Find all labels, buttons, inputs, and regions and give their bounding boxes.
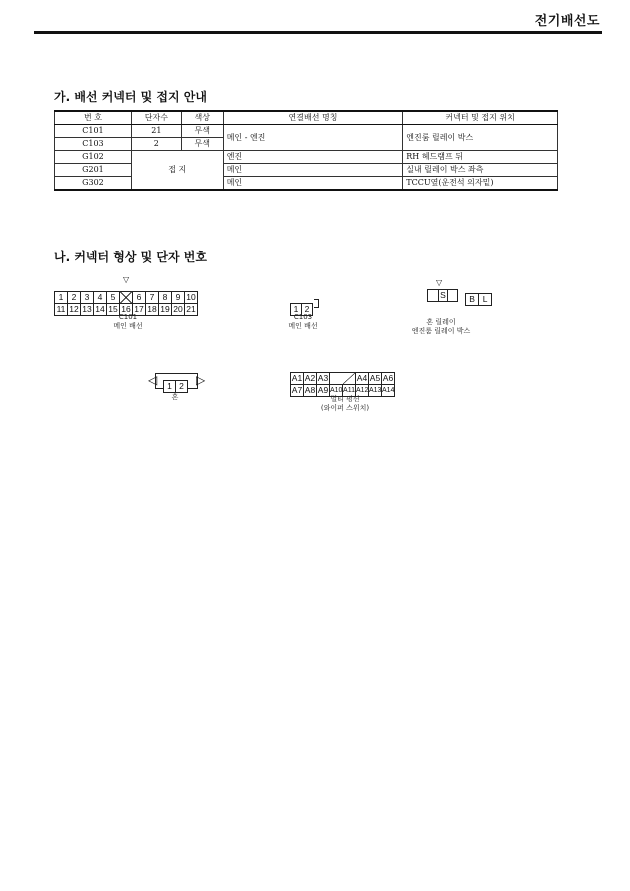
pin: A12 [356,385,369,397]
pin: A2 [304,373,316,383]
pin: 20 [172,304,185,316]
table-row [55,177,558,191]
page-header-title: 전기배선도 [534,14,600,29]
horn-relay-caption [395,318,487,336]
column-header: 단자수 [131,111,181,125]
pin: 21 [185,304,198,316]
connector-location: 엔진룸 릴레이 박스 [403,125,558,151]
lock-tab-icon [314,299,319,308]
ground-id: G302 [55,177,132,191]
harness-name: 메인 [223,177,403,191]
lock-tab-icon [343,373,356,385]
pin: B [466,294,479,306]
component-label: 혼 릴레이 [426,318,456,326]
connector-id: C101 [55,125,132,138]
pin: 6 [133,292,146,304]
pin: S [438,290,448,302]
pin: 11 [55,304,68,316]
column-header: 색상 [181,111,223,125]
connector-id: C103 [55,138,132,151]
lock-tab-icon: ▽ [123,275,130,284]
pin: 4 [94,292,107,304]
harness-name: 메인 [223,164,403,177]
lock-tab-icon: ▽ [436,278,443,287]
horn-housing [155,373,198,389]
pin: 5 [107,292,120,304]
table-header-row [55,111,558,125]
pin: A11 [343,385,356,397]
pin: 10 [185,292,198,304]
connector-c101-caption [96,313,160,331]
pin: 13 [81,304,94,316]
pin: 7 [146,292,159,304]
table-row [55,164,558,177]
pin: 1 [164,381,176,393]
ground-location: TCCU옆(운전석 의자밑) [403,177,558,191]
header-rule [34,31,602,34]
ground-location: RH 헤드램프 뒤 [403,151,558,164]
pin: A3 [317,373,329,383]
harness-name: 엔진 [223,151,403,164]
ground-id: G102 [55,151,132,164]
pin: 14 [94,304,107,316]
column-header: 커넥터 및 접지 위치 [403,111,558,125]
horn-caption: 혼 [171,393,179,401]
connector-color: 무색 [181,125,223,138]
pin: 2 [302,304,313,316]
connector-ground-table [54,110,558,191]
pin: A5 [369,373,381,383]
connector-horn-relay [427,287,492,306]
ground-label: 접 지 [131,151,223,191]
table-row [55,125,558,138]
pin: A7 [291,385,303,395]
pin: L [479,294,492,306]
component-label: 멀티 펑션 [330,395,360,403]
harness-label: 메인 배선 [113,322,143,330]
column-header: 번 호 [55,111,132,125]
ground-id: G201 [55,164,132,177]
connector-id-label: C103 [293,313,313,321]
section-title-connector-guide: 가. 배선 커넥터 및 접지 안내 [54,90,207,104]
pin: 19 [159,304,172,316]
pin: 2 [68,292,81,304]
pin: 12 [68,304,81,316]
location-label: 엔진룸 릴레이 박스 [411,327,471,335]
pin: 9 [172,292,185,304]
pin: 18 [146,304,159,316]
pin: 1 [291,304,302,316]
connector-id-label: C101 [118,313,138,321]
left-arrow-tab-icon: ◁ [148,373,158,387]
right-arrow-tab-icon: ▷ [196,373,206,387]
pin: A4 [356,373,368,383]
pin: 2 [176,381,188,393]
multi-switch-caption [300,395,390,413]
pin: A14 [382,385,395,397]
pin-count: 2 [131,138,181,151]
table-row [55,151,558,164]
pin: 1 [55,292,68,304]
connector-c103-caption [278,313,328,331]
multi-switch-pins [290,372,395,397]
pin: 8 [159,292,172,304]
pin: A10 [330,385,343,397]
pin: 17 [133,304,146,316]
ground-location: 실내 릴레이 박스 좌측 [403,164,558,177]
connector-c101 [54,285,198,316]
connector-color: 무색 [181,138,223,151]
section-title-connector-shapes: 나. 커넥터 형상 및 단자 번호 [54,250,207,264]
horn-relay-bottom-pins [465,293,492,306]
harness-label: 메인 배선 [288,322,318,330]
component-sublabel: (와이퍼 스위치) [320,404,370,412]
pin: 15 [107,304,120,316]
harness-name: 메인 - 엔진 [223,125,403,151]
pin: 3 [81,292,94,304]
connector-multi-function-switch [290,366,395,397]
pin: A13 [369,385,382,397]
horn-pins [163,380,188,393]
pin: 16 [120,304,133,316]
column-header: 연결배선 명칭 [223,111,403,125]
pin-count: 21 [131,125,181,138]
pin: A9 [317,385,329,395]
pin: A1 [291,373,303,383]
empty-pin-cross [120,292,133,304]
pin: A8 [304,385,316,395]
pin: A6 [382,373,394,383]
horn-relay-pins [427,289,458,302]
